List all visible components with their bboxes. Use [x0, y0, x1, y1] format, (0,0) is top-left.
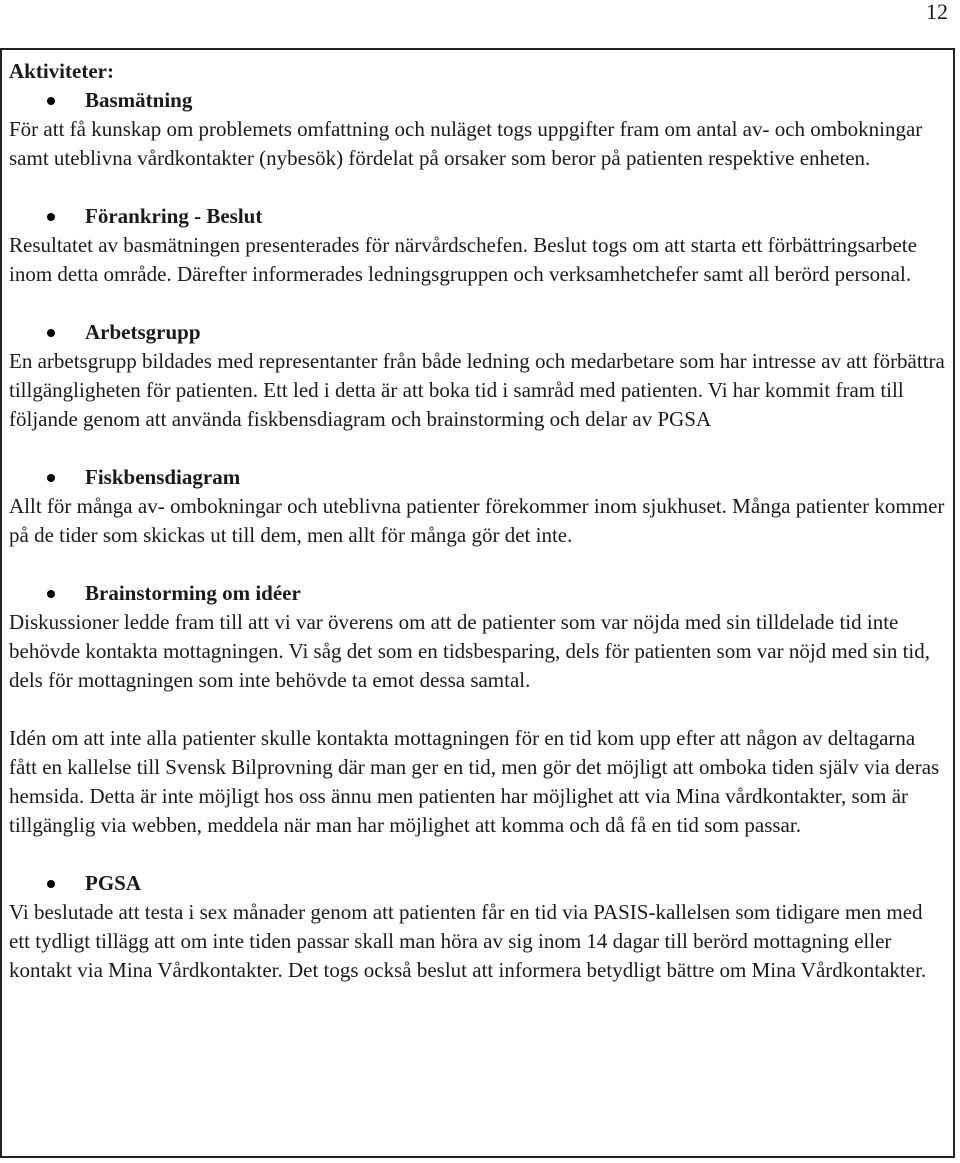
page-number: 12: [926, 0, 948, 24]
section-paragraph: Idén om att inte alla patienter skulle kontakta mottagningen för en tid kom upp efter att någon av deltagarna fått en kallelse till Svensk Bilprovning där man ger en tid, men gör det möjligt att omboka tiden själv via deras hemsida. Detta är inte möjligt hos oss ännu men patienten har möjlighet att via Mina vårdkontakter, som är tillgänglig via webben, meddela när man har möjlighet att komma och då få en tid som passar.: [9, 726, 940, 837]
section-forankring-beslut: [9, 202, 947, 289]
section-fiskbensdiagram: [9, 463, 947, 550]
bullet-icon: [47, 880, 55, 888]
section-arbetsgrupp: [9, 318, 947, 434]
section-paragraph: En arbetsgrupp bildades med representanter från både ledning och medarbetare som har intresse av att förbättra tillgängligheten för patienten. Ett led i detta är att boka tid i samråd med patienten. Vi har kommit fram till följande genom att använda fiskbensdiagram och brainstorming och delar av PGSA: [9, 349, 945, 431]
section-pgsa: [9, 869, 947, 985]
section-title: Arbetsgrupp: [85, 320, 201, 344]
section-brainstorming: [9, 579, 947, 840]
section-paragraph: Diskussioner ledde fram till att vi var överens om att de patienter som var nöjda med sin tilldelade tid inte behövde kontakta mottagningen. Vi såg det som en tidsbesparing, dels för patienten som var nöjd med sin tid, dels för mottagningen som inte behövde ta emot dessa samtal.: [9, 610, 931, 692]
activities-heading: Aktiviteter:: [9, 59, 114, 83]
section-paragraph: Allt för många av- ombokningar och uteblivna patienter förekommer inom sjukhuset. Många patienter kommer på de tider som skickas ut till dem, men allt för många gör det inte.: [9, 494, 945, 547]
section-title: Förankring - Beslut: [85, 204, 263, 228]
bullet-icon: [47, 97, 55, 105]
section-basmatning: [9, 86, 947, 173]
bullet-icon: [47, 474, 55, 482]
section-title: Basmätning: [85, 88, 193, 112]
section-title: Fiskbensdiagram: [85, 465, 241, 489]
bullet-icon: [47, 213, 55, 221]
section-paragraph: För att få kunskap om problemets omfattning och nuläget togs uppgifter fram om antal av- och ombokningar samt uteblivna vårdkontakter (nybesök) fördelat på orsaker som beror på patienten respektive enheten.: [9, 117, 923, 170]
section-title: Brainstorming om idéer: [85, 581, 301, 605]
activities-box: [0, 48, 955, 1158]
bullet-icon: [47, 329, 55, 337]
section-paragraph: Resultatet av basmätningen presenterades för närvårdschefen. Beslut togs om att starta ett förbättringsarbete inom detta område. Därefter informerades ledningsgruppen och verksamhetchefer samt all berörd personal.: [9, 233, 917, 286]
section-title: PGSA: [85, 871, 142, 895]
bullet-icon: [47, 590, 55, 598]
section-paragraph: Vi beslutade att testa i sex månader genom att patienten får en tid via PASIS-kallelsen som tidigare men med ett tydligt tillägg att om inte tiden passar skall man höra av sig inom 14 dagar till berörd mottagning eller kontakt via Mina Vårdkontakter. Det togs också beslut att informera betydligt bättre om Mina Vårdkontakter.: [9, 900, 927, 982]
